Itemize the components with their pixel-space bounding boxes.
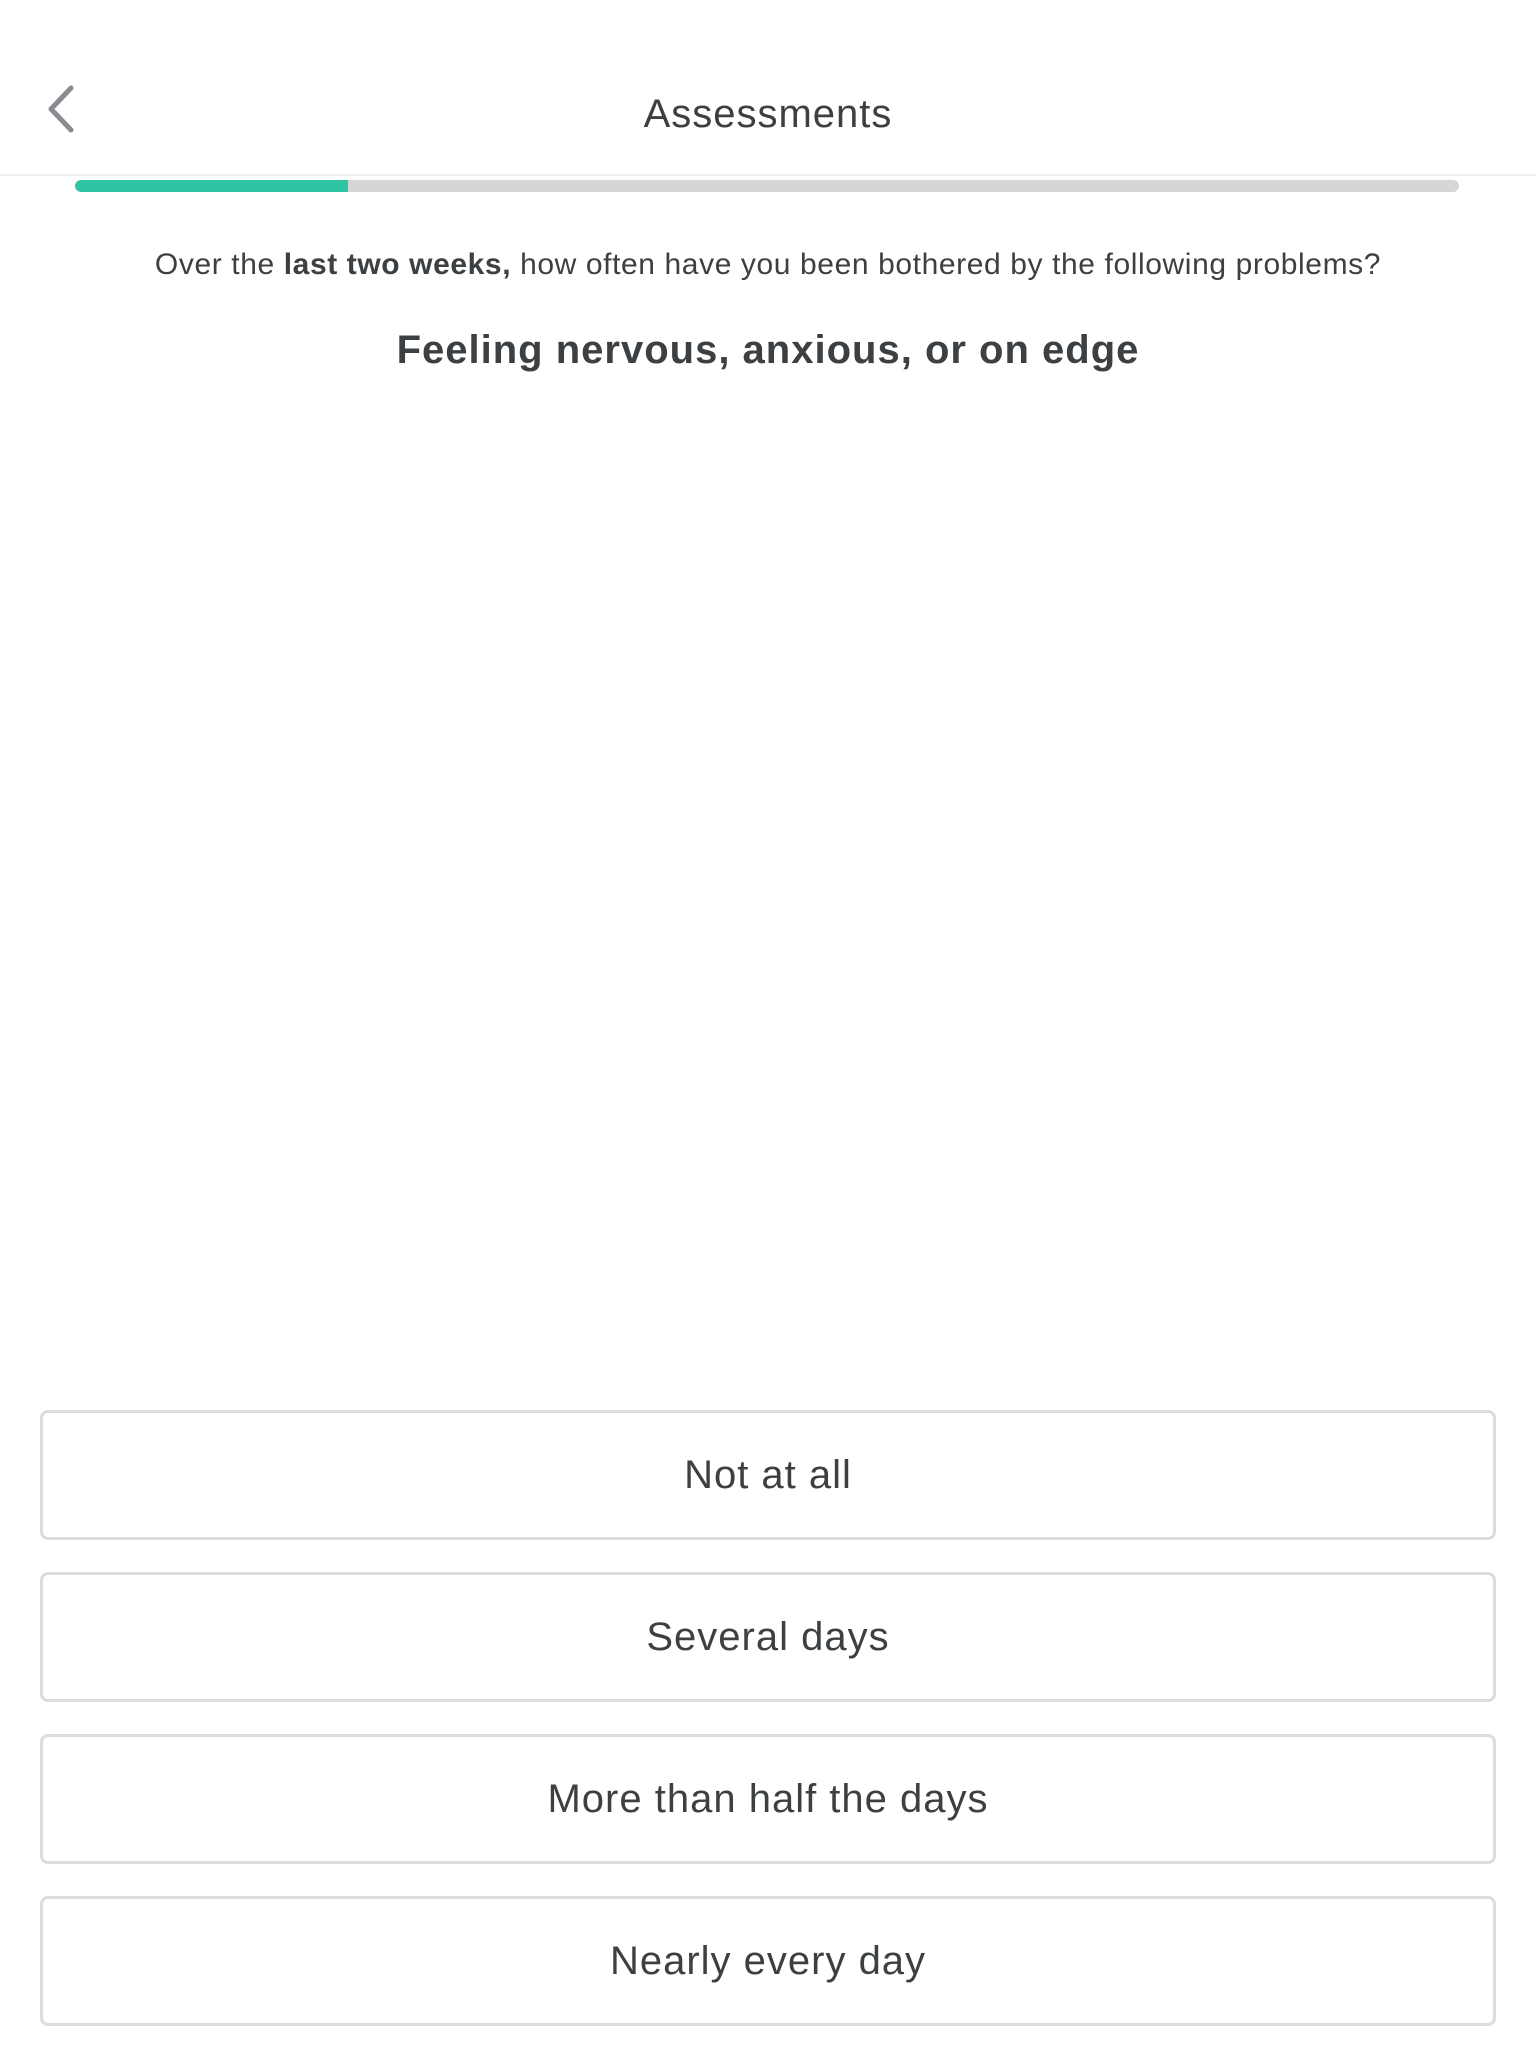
question-prompt (0, 248, 1536, 282)
prompt-suffix: how often have you been bothered by the following problems? (511, 248, 1382, 281)
prompt-emphasis: last two weeks, (283, 248, 512, 281)
header-bar (0, 0, 1536, 176)
prompt-prefix: Over the (154, 248, 284, 281)
answer-options (40, 1410, 1496, 2048)
option-not-at-all[interactable]: Not at all (40, 1410, 1496, 1540)
page-title: Assessments (643, 92, 893, 136)
progress-bar (75, 180, 1459, 192)
option-several-days[interactable]: Several days (40, 1572, 1496, 1702)
question-text: Feeling nervous, anxious, or on edge (396, 328, 1140, 372)
option-more-than-half[interactable]: More than half the days (40, 1734, 1496, 1864)
progress-bar-fill (75, 180, 348, 192)
option-nearly-every-day[interactable]: Nearly every day (40, 1896, 1496, 2026)
